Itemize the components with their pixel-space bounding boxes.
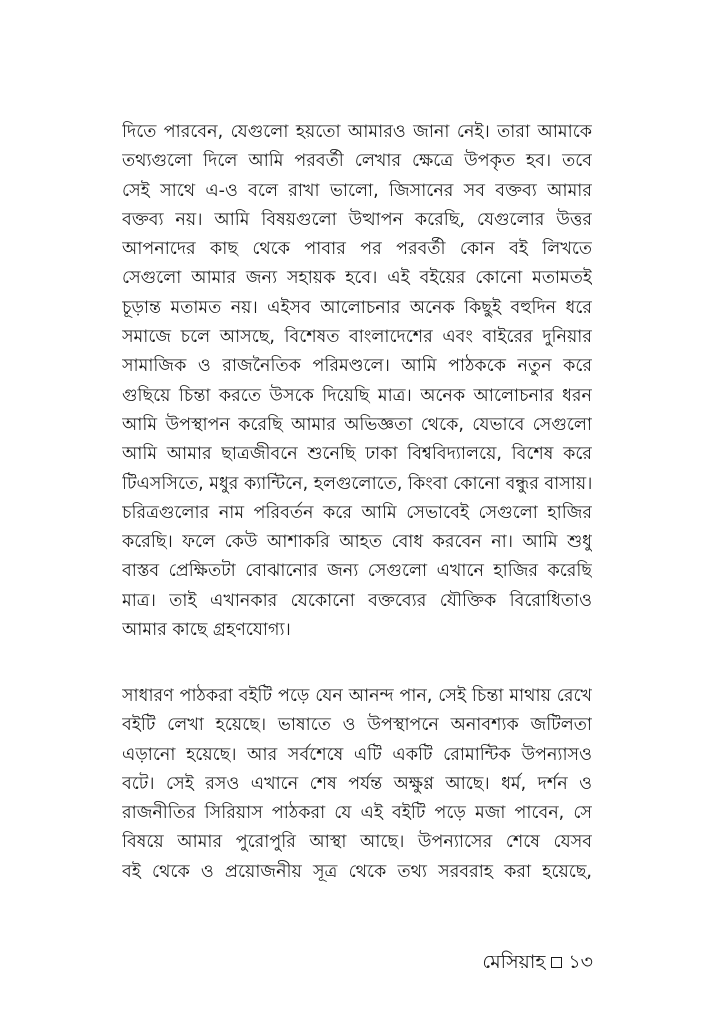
text-line: চূড়ান্ত মতামত নয়। এইসব আলোচনার অনেক কিছুই বহুদিন ধরে <box>122 297 592 318</box>
text-line: বিষয়ে আমার পুরোপুরি আস্থা আছে। উপন্যাসের শেষে যেসব <box>122 832 592 853</box>
text-line: টিএসসিতে, মধুর ক্যান্টিনে, হলগুলোতে, কিংবা কোনো বন্ধুর বাসায়। <box>122 473 592 494</box>
text-line: গুছিয়ে চিন্তা করতে উসকে দিয়েছি মাত্র। অনেক আলোচনার ধরন <box>122 385 592 406</box>
text-line: মাত্র। তাই এখানকার যেকোনো বক্তব্যের যৌক্তিক বিরোধিতাও <box>122 590 592 611</box>
text-line: আমার কাছে গ্রহণযোগ্য। <box>122 620 291 641</box>
text-line: সাধারণ পাঠকরা বইটি পড়ে যেন আনন্দ পান, সেই চিন্তা মাথায় রেখে <box>122 686 592 706</box>
text-line: আমি উপস্থাপন করেছি আমার অভিজ্ঞতা থেকে, যেভাবে সেগুলো <box>122 414 592 435</box>
page-number: ১৩ <box>568 951 593 973</box>
text-line: সেগুলো আমার জন্য সহায়ক হবে। এই বইয়ের কোনো মতামতই <box>122 268 592 289</box>
text-line: বাস্তব প্রেক্ষিতটা বোঝানোর জন্য সেগুলো এখানে হাজির করেছি <box>122 561 592 582</box>
text-line: করেছি। ফলে কেউ আশাকরি আহত বোধ করবেন না। আমি শুধু <box>122 532 592 553</box>
paragraph-2 <box>122 682 592 887</box>
text-line: তথ্যগুলো দিলে আমি পরবর্তী লেখার ক্ষেত্রে উপকৃত হব। তবে <box>122 151 592 172</box>
running-title: মেসিয়াহ <box>482 951 546 973</box>
text-line: বক্তব্য নয়। আমি বিষয়গুলো উত্থাপন করেছি, যেগুলোর উত্তর <box>122 209 592 230</box>
text-line: আপনাদের কাছ থেকে পাবার পর পরবর্তী কোন বই লিখতে <box>122 239 592 260</box>
text-line: বটে। সেই রসও এখানে শেষ পর্যন্ত অক্ষুণ্ণ আছে। ধর্ম, দর্শন ও <box>122 773 592 794</box>
text-line: চরিত্রগুলোর নাম পরিবর্তন করে আমি সেভাবেই সেগুলো হাজির <box>122 502 592 523</box>
page-footer <box>482 950 593 974</box>
text-line: দিতে পারবেন, যেগুলো হয়তো আমারও জানা নেই। তারা আমাকে <box>122 122 592 142</box>
text-line: সমাজে চলে আসছে, বিশেষত বাংলাদেশের এবং বাইরের দুনিয়ার <box>122 327 592 348</box>
text-line: সামাজিক ও রাজনৈতিক পরিমণ্ডলে। আমি পাঠককে নতুন করে <box>122 356 592 377</box>
separator-box-icon <box>551 957 562 968</box>
paragraph-1 <box>122 118 592 645</box>
text-line: বইটি লেখা হয়েছে। ভাষাতে ও উপস্থাপনে অনাবশ্যক জটিলতা <box>122 715 592 736</box>
text-line: সেই সাথে এ-ও বলে রাখা ভালো, জিসানের সব বক্তব্য আমার <box>122 180 592 201</box>
text-line: আমি আমার ছাত্রজীবনে শুনেছি ঢাকা বিশ্ববিদ্যালয়ে, বিশেষ করে <box>122 444 592 465</box>
text-line: বই থেকে ও প্রয়োজনীয় সূত্র থেকে তথ্য সরবরাহ করা হয়েছে, <box>122 861 592 882</box>
text-line: রাজনীতির সিরিয়াস পাঠকরা যে এই বইটি পড়ে মজা পাবেন, সে <box>122 803 592 824</box>
text-line: এড়ানো হয়েছে। আর সর্বশেষে এটি একটি রোমান্টিক উপন্যাসও <box>122 744 592 765</box>
